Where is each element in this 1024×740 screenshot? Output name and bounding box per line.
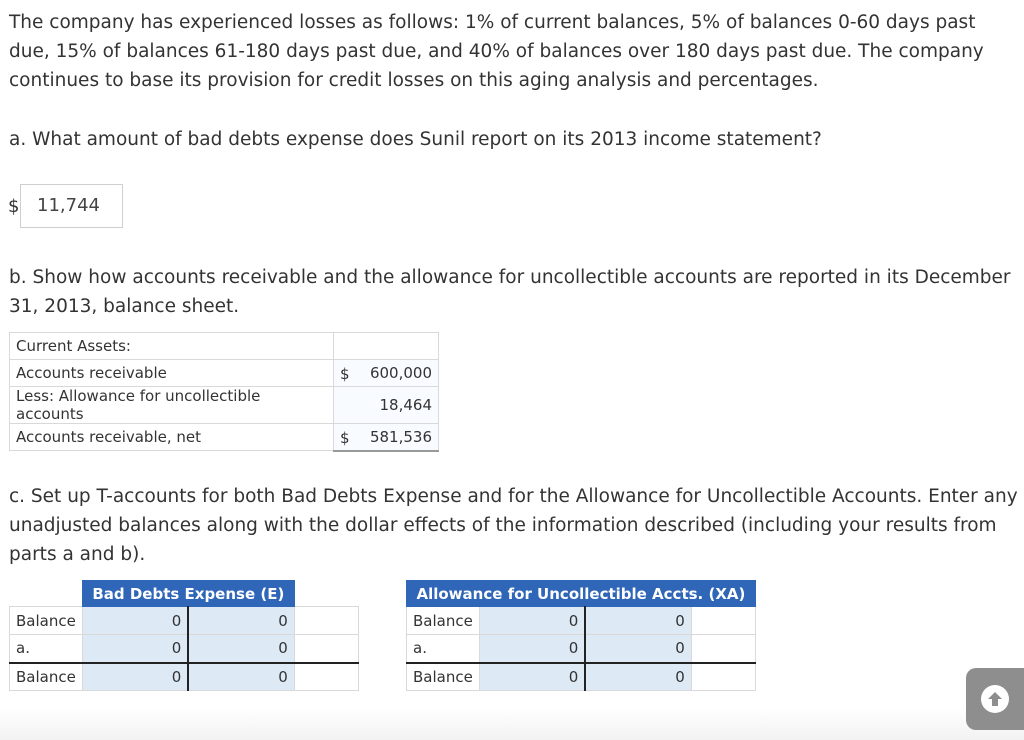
debit-input[interactable]: 0 [479,635,585,663]
row-label: Balance [10,663,83,691]
extra-cell [294,607,358,635]
table-row [10,387,439,424]
extra-cell [691,607,755,635]
table-row [407,663,756,691]
arrow-up-circle-icon [981,685,1009,713]
extra-cell [294,663,358,691]
amount-value: 18,464 [379,396,432,414]
accounts-receivable-input[interactable] [334,360,439,387]
debit-input[interactable]: 0 [82,663,188,691]
currency-symbol: $ [340,429,350,447]
debit-input[interactable]: 0 [82,635,188,663]
bad-debts-t-account [9,580,359,691]
scroll-to-top-button[interactable] [966,668,1024,730]
row-label: a. [10,635,83,663]
amount-value: 600,000 [369,364,432,382]
answer-a-group [8,183,123,229]
credit-input[interactable]: 0 [585,635,691,663]
extra-cell [691,635,755,663]
allowance-input[interactable] [334,387,439,424]
header-spacer [10,581,83,607]
table-row [10,333,439,360]
credit-input[interactable]: 0 [188,663,294,691]
table-row [10,424,439,451]
row-label: Balance [407,607,480,635]
question-b-text: b. Show how accounts receivable and the allowance for uncollectible accounts are reported in its December 31, 2013, balance sheet. [9,267,1011,317]
credit-input[interactable]: 0 [188,607,294,635]
allowance-t-account [406,580,756,691]
row-label: Current Assets: [10,333,334,360]
t-account-title: Allowance for Uncollectible Accts. (XA) [407,581,756,607]
credit-input[interactable]: 0 [188,635,294,663]
debit-input[interactable]: 0 [479,607,585,635]
table-row [10,635,359,663]
t-account-title: Bad Debts Expense (E) [82,581,294,607]
debit-input[interactable]: 0 [82,607,188,635]
table-row [407,607,756,635]
credit-input[interactable]: 0 [585,663,691,691]
extra-cell [294,635,358,663]
credit-input[interactable]: 0 [585,607,691,635]
amount-cell [334,333,439,360]
balance-sheet-table [9,332,439,452]
currency-symbol: $ [8,195,20,217]
row-label: Less: Allowance for uncollectible accounts [10,387,334,424]
row-label: Balance [407,663,480,691]
extra-cell [691,663,755,691]
row-label: a. [407,635,480,663]
bad-debts-expense-input[interactable]: 11,744 [20,184,123,228]
amount-value: 581,536 [369,427,432,446]
row-label: Accounts receivable, net [10,424,334,451]
problem-intro-text: The company has experienced losses as follows: 1% of current balances, 5% of balances 0-60 days past due, 15% of balances 61-180 days past due, and 40% of balances over 180 days past due. The company continues to base its provision for credit losses on this aging analysis and percentages. [9,12,984,91]
currency-symbol: $ [340,365,350,383]
net-receivable-input[interactable] [334,424,439,451]
bottom-fade [0,708,1024,740]
table-row [10,360,439,387]
row-label: Accounts receivable [10,360,334,387]
question-a-text: a. What amount of bad debts expense does Sunil report on its 2013 income statement? [9,129,822,150]
table-row [10,607,359,635]
question-c-text: c. Set up T-accounts for both Bad Debts Expense and for the Allowance for Uncollectible Accounts. Enter any unadjusted balances along with the dollar effects of the information described (including your results from parts a and b). [9,486,1018,565]
header-spacer [294,581,358,607]
table-row [10,663,359,691]
debit-input[interactable]: 0 [479,663,585,691]
table-row [407,635,756,663]
row-label: Balance [10,607,83,635]
